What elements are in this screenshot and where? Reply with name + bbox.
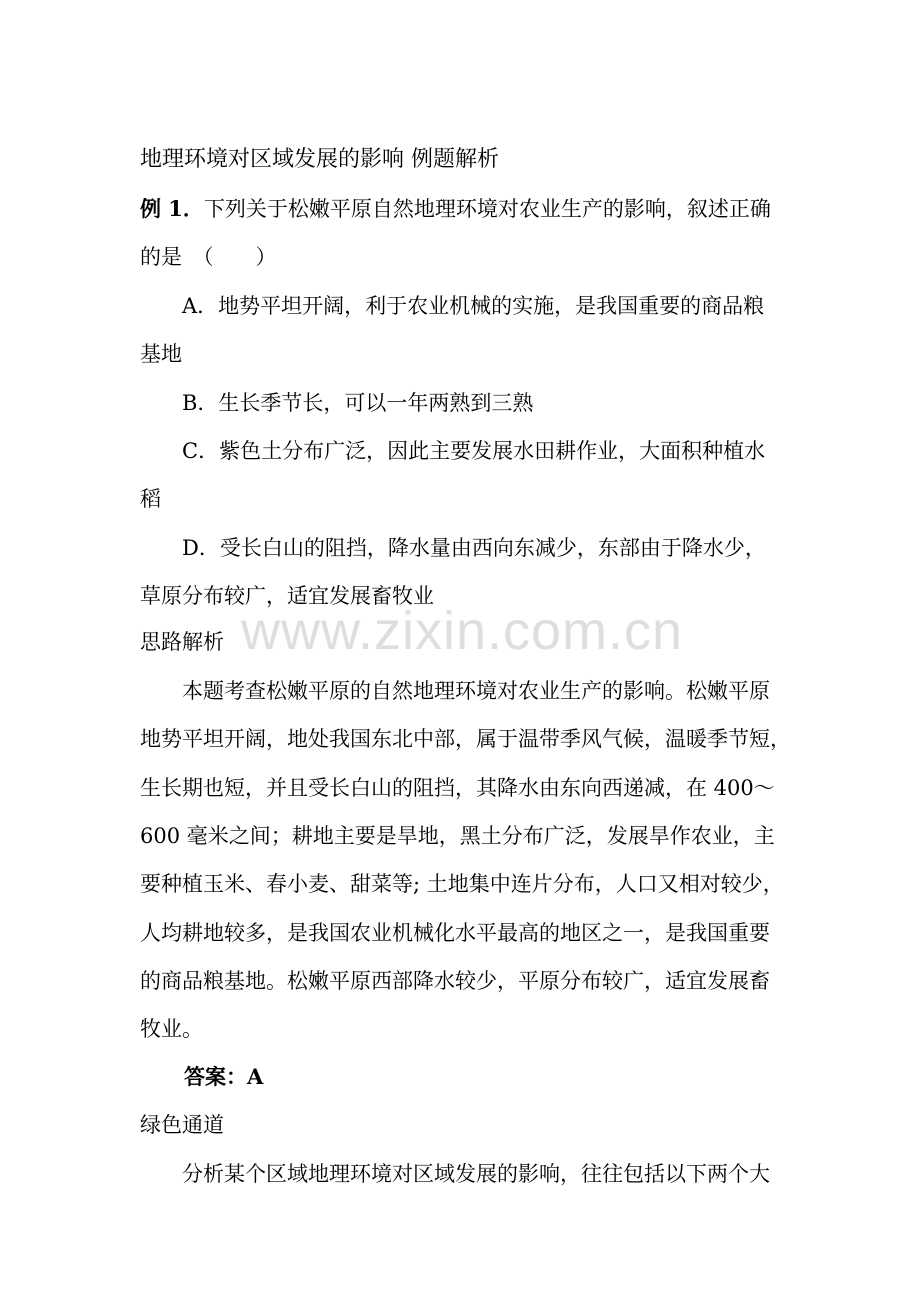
document-title: 地理环境对区域发展的影响 例题解析	[140, 147, 499, 172]
green-channel-text: 分析某个区域地理环境对区域发展的影响，往往包括以下两个大	[182, 1162, 770, 1186]
watermark: www.zixin.com.cn	[240, 601, 684, 661]
analysis-line: 人均耕地较多，是我国农业机械化水平最高的地区之一，是我国重要	[140, 921, 770, 945]
option-c-line-2: 稻	[140, 487, 161, 511]
question-number: 例 1．	[140, 196, 204, 221]
analysis-line: 牧业。	[140, 1017, 203, 1041]
option-a-line-2: 基地	[140, 342, 182, 366]
green-channel-heading: 绿色通道	[140, 1113, 224, 1137]
analysis-line: 本题考查松嫩平原的自然地理环境对农业生产的影响。松嫩平原	[182, 679, 770, 703]
option-b: B．生长季节长，可以一年两熟到三熟	[182, 391, 534, 415]
analysis-line: 生长期也短，并且受长白山的阻挡，其降水由东向西递减，在 400～	[140, 776, 775, 800]
question-stem: 下列关于松嫩平原自然地理环境对农业生产的影响，叙述正确	[203, 197, 771, 221]
option-d-line-1: D．受长白山的阻挡，降水量由西向东减少，东部由于降水少，	[182, 536, 766, 560]
option-a-line-1: A．地势平坦开阔，利于农业机械的实施，是我国重要的商品粮	[182, 294, 765, 318]
analysis-line: 600 毫米之间；耕地主要是旱地，黑土分布广泛，发展旱作农业，主	[140, 824, 775, 848]
option-c-line-1: C．紫色土分布广泛，因此主要发展水田耕作业，大面积种植水	[182, 439, 766, 463]
analysis-line: 地势平坦开阔，地处我国东北中部，属于温带季风气候，温暖季节短，	[140, 727, 791, 751]
question-line-1	[140, 195, 771, 223]
option-d-line-2: 草原分布较广，适宜发展畜牧业	[140, 584, 434, 608]
answer: 答案：A	[184, 1064, 264, 1089]
analysis-heading: 思路解析	[140, 630, 224, 654]
analysis-line: 的商品粮基地。松嫩平原西部降水较少，平原分布较广，适宜发展畜	[140, 969, 770, 993]
question-line-2: 的是 （ ）	[140, 245, 277, 269]
analysis-line: 要种植玉米、春小麦、甜菜等; 土地集中连片分布，人口又相对较少，	[140, 872, 784, 896]
